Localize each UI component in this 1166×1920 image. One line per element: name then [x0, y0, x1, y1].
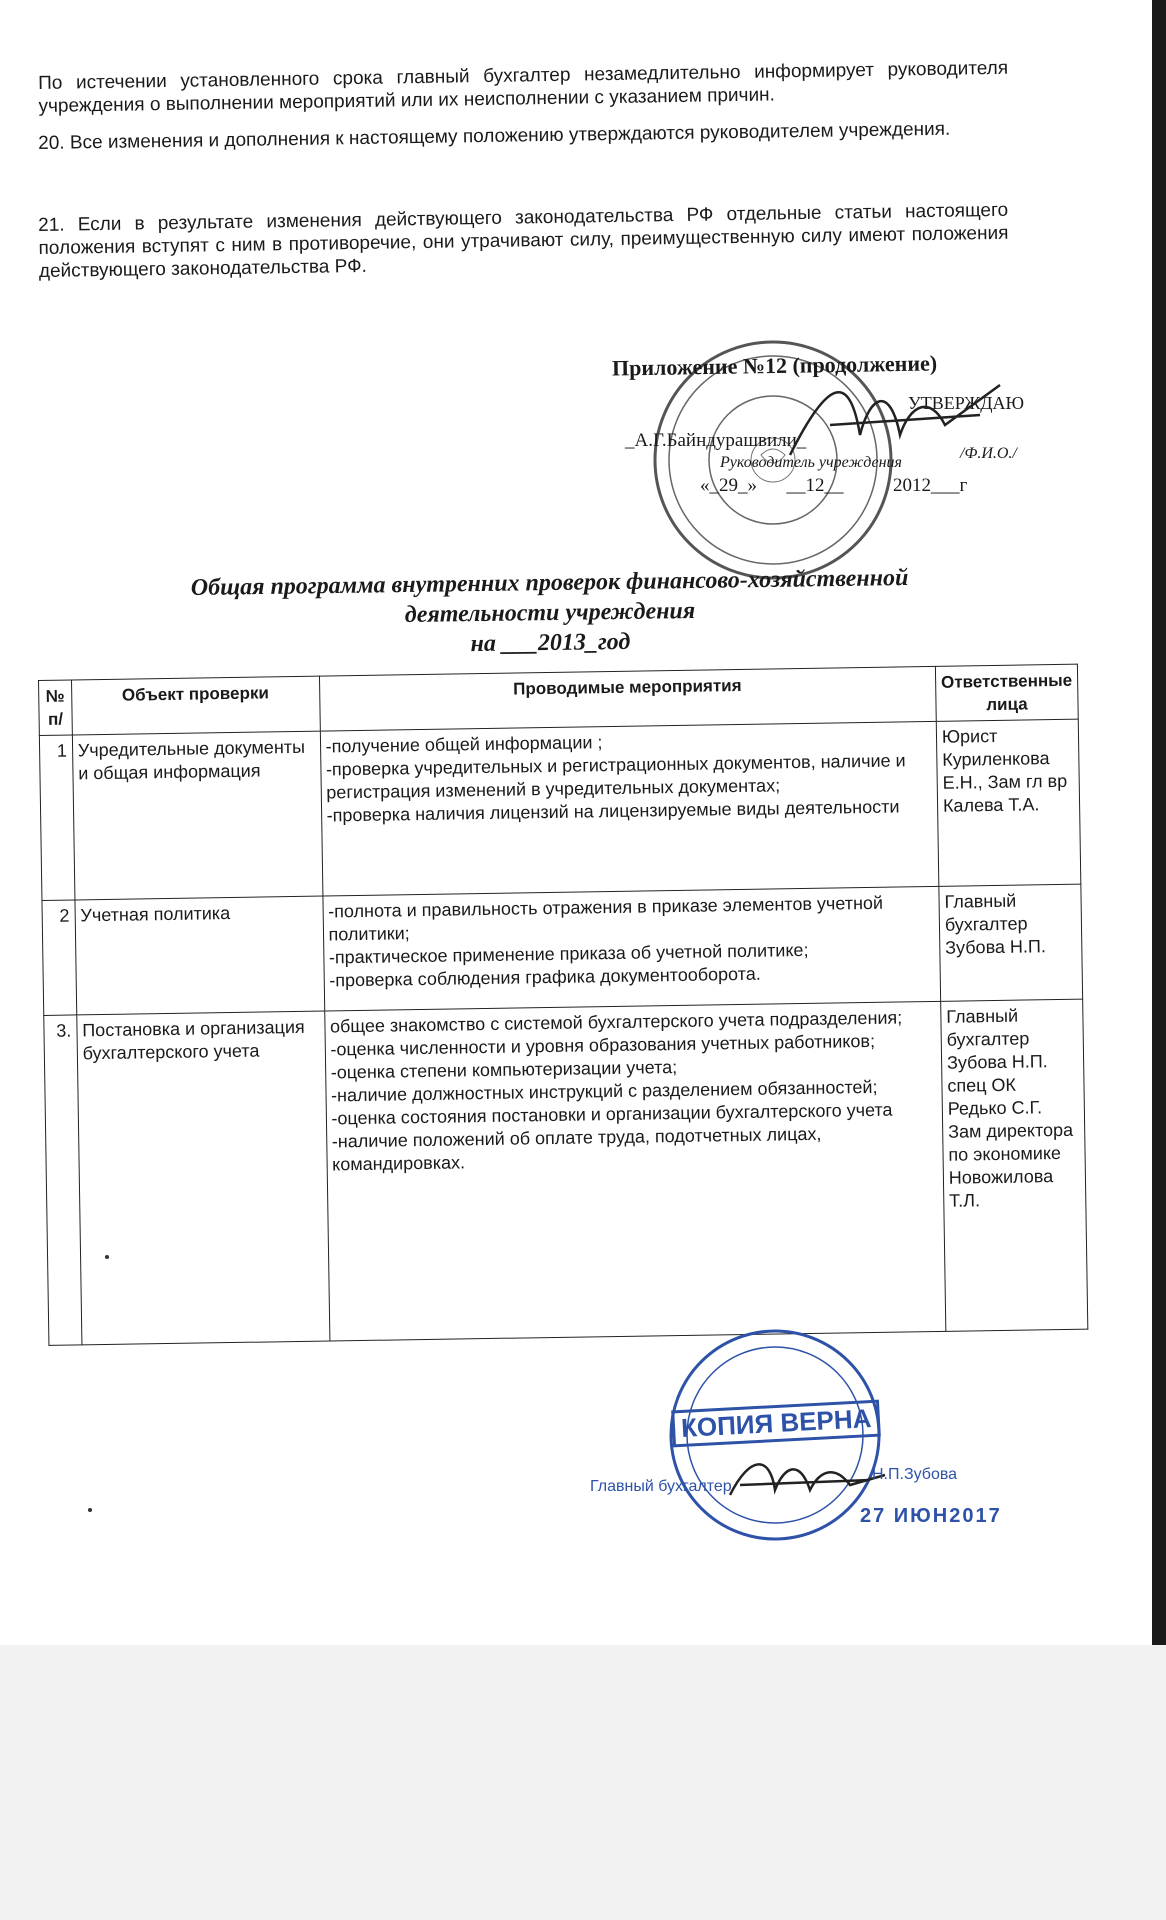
header-object: Объект проверки: [71, 676, 320, 735]
action-item: -оценка состояния постановки и организации бухгалтерского учета: [331, 1099, 893, 1129]
table-row: [42, 884, 1083, 1015]
header-actions: Проводимые мероприятия: [319, 666, 936, 731]
action-item: -оценка степени компьютеризации учета;: [330, 1057, 678, 1083]
action-item: общее знакомство с системой бухгалтерского учета подразделения;: [329, 1007, 903, 1037]
action-item: -практическое применение приказа об учетной политике;: [328, 939, 809, 968]
action-item: -наличие положений об оплате труда, подотчетных лицах, командировках.: [331, 1123, 822, 1175]
action-item: -наличие должностных инструкций с разделением обязанностей;: [330, 1076, 878, 1106]
table-row: [44, 999, 1088, 1345]
row-num: 2: [42, 900, 77, 1016]
fio-label: /Ф.И.О./: [960, 445, 1017, 462]
title-line-1: Общая программа внутренних проверок финансово-хозяйственной: [190, 564, 909, 602]
paragraph-21: 21. Если в результате изменения действующего законодательства РФ отдельные статьи настоящего положения вступят с ним в противоречие, они утрачивают силу, преимущественную силу имеют положения действующего законодательства РФ.: [38, 199, 1009, 282]
copy-verified-label: КОПИЯ ВЕРНА: [671, 1400, 881, 1448]
paragraph-20: 20. Все изменения и дополнения к настоящему положению утверждаются руководителем учреждения.: [38, 118, 951, 154]
copy-position: Главный бухгалтер: [590, 1478, 732, 1495]
copy-name: Н.П.Зубова: [872, 1466, 958, 1483]
action-item: -полнота и правильность отражения в приказе элементов учетной политики;: [328, 892, 884, 945]
title-line-3: на ___2013_год: [470, 628, 631, 658]
approve-label: УТВЕРЖДАЮ: [908, 393, 1025, 413]
action-item: -проверка учредительных и регистрационных документов, наличие и регистрация изменений в учредительных документах;: [325, 750, 906, 803]
date-month: __12__: [786, 475, 844, 496]
action-item: -получение общей информации ;: [325, 732, 603, 757]
row-num: 1: [39, 735, 74, 900]
row-responsible: Главный бухгалтер Зубова Н.П.: [939, 884, 1083, 1001]
action-item: -проверка наличия лицензий на лицензируемые виды деятельности: [326, 796, 900, 826]
page-edge: [1152, 0, 1166, 1645]
row-object: Постановка и организация бухгалтерского учета: [77, 1011, 330, 1345]
title-line-2: деятельности учреждения: [404, 597, 696, 629]
speck: [105, 1255, 109, 1259]
header-responsible: Ответственные лица: [935, 664, 1078, 721]
paragraph-deadline: По истечении установленного срока главный бухгалтер незамедлительно информирует руководителя учреждения о выполнении мероприятий или их неисполнении с указанием причин.: [38, 57, 1009, 117]
appendix-title: Приложение №12 (продолжение): [611, 350, 938, 381]
row-object: Учетная политика: [75, 896, 325, 1015]
signature-icon: [770, 365, 1020, 475]
row-actions: [322, 886, 940, 1011]
signer-name: _А.Г.Байндурашвили_: [625, 430, 807, 451]
row-num: 3.: [44, 1015, 82, 1345]
header-num: № п/: [39, 680, 73, 736]
row-actions: [324, 1001, 945, 1341]
action-item: -оценка численности и уровня образования учетных работников;: [330, 1030, 876, 1060]
row-responsible: Юрист Куриленкова Е.Н., Зам гл вр Калева Т.А.: [936, 719, 1081, 886]
head-label: Руководитель учреждения: [720, 454, 902, 471]
program-title: [59, 561, 1040, 665]
copy-date: 27 ИЮН2017: [860, 1505, 1002, 1527]
action-item: -проверка соблюдения графика документооборота.: [329, 963, 761, 991]
date-day: «_29_»: [700, 475, 757, 496]
approval-date: [700, 475, 967, 497]
table-row: [39, 719, 1080, 900]
row-actions: [320, 721, 939, 896]
program-table: [38, 664, 1088, 1346]
date-year: 2012___г: [893, 475, 968, 496]
speck: [88, 1508, 92, 1512]
row-responsible: Главный бухгалтер Зубова Н.П. спец ОК Редько С.Г. Зам директора по экономике Новожилова Т.Л.: [941, 999, 1088, 1331]
row-object: Учредительные документы и общая информация: [72, 731, 322, 900]
scan-background: [0, 1645, 1166, 1920]
